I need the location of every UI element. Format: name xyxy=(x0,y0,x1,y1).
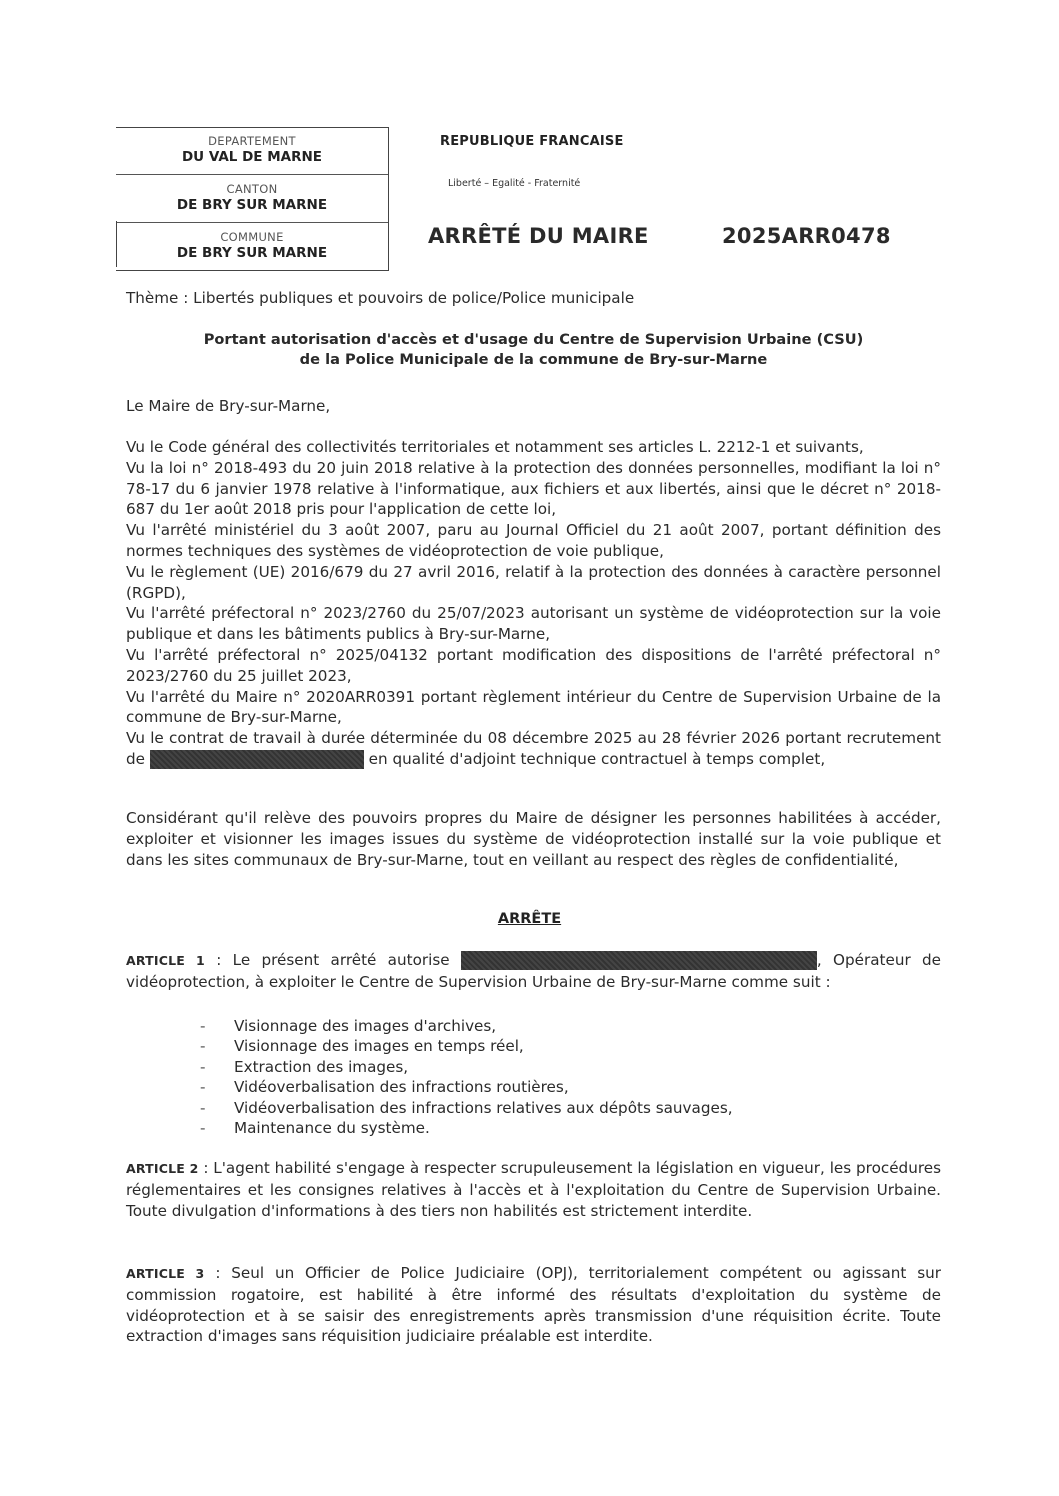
list-item xyxy=(200,1016,733,1036)
article-1 xyxy=(126,950,941,993)
departement-label: DEPARTEMENT xyxy=(208,134,296,148)
canton-value: DE BRY SUR MARNE xyxy=(176,197,328,213)
visa-item: Vu l'arrêté du Maire n° 2020ARR0391 portant règlement intérieur du Centre de Supervision Urbaine de la commune de Bry-sur-Marne, xyxy=(126,687,941,727)
article-3-label: ARTICLE 3 xyxy=(126,1266,205,1281)
list-item-text: Vidéoverbalisation des infractions relatives aux dépôts sauvages, xyxy=(234,1098,733,1117)
departement-cell xyxy=(116,127,388,175)
list-item xyxy=(200,1057,733,1077)
redacted-name xyxy=(150,750,364,769)
article-3 xyxy=(126,1263,941,1347)
commune-cell xyxy=(116,223,388,270)
administrative-header-box xyxy=(116,127,389,271)
box-top-border xyxy=(116,127,388,128)
national-motto: Liberté – Egalité - Fraternité xyxy=(448,178,581,189)
box-left-border xyxy=(116,221,117,267)
article-2-label: ARTICLE 2 xyxy=(126,1161,199,1176)
article-2-text: : L'agent habilité s'engage à respecter scrupuleusement la législation en vigueur, les procédures réglementaires et les consignes relatives à l'accès et à l'exploitation du Centre de Supervision Urbaine. Toute divulgation d'informations à des tiers non habilités est strictement interdite. xyxy=(126,1159,941,1220)
article-3-text: : Seul un Officier de Police Judiciaire (OPJ), territorialement compétent ou agissant sur commission rogatoire, est habilité à être informé des résultats d'exploitation du système de vidéoprotection et à se saisir des enregistrements après transmission d'une réquisition écrite. Toute extraction d'images sans réquisition judiciaire préalable est interdite. xyxy=(126,1264,941,1346)
subject-line-2: de la Police Municipale de la commune de Bry-sur-Marne xyxy=(299,351,768,368)
subject-line-1: Portant autorisation d'accès et d'usage du Centre de Supervision Urbaine (CSU) xyxy=(203,331,864,348)
article-1-label: ARTICLE 1 xyxy=(126,953,205,968)
list-item-text: Visionnage des images en temps réel, xyxy=(234,1037,524,1056)
maire-line: Le Maire de Bry-sur-Marne, xyxy=(126,397,331,415)
arrete-heading: ARRÊTE xyxy=(497,911,562,927)
considerant-paragraph: Considérant qu'il relève des pouvoirs propres du Maire de désigner les personnes habilitées à accéder, exploiter et visionner les images issues du système de vidéoprotection installé sur la voie publique et dans les sites communaux de Bry-sur-Marne, tout en veillant au respect des règles de confidentialité, xyxy=(126,809,941,869)
visa-item: Vu l'arrêté ministériel du 3 août 2007, paru au Journal Officiel du 21 août 2007, portant définition des normes techniques des systèmes de vidéoprotection de voie publique, xyxy=(126,521,941,560)
list-item xyxy=(200,1118,733,1138)
commune-label: COMMUNE xyxy=(220,230,284,244)
list-item-text: Visionnage des images d'archives, xyxy=(234,1017,497,1035)
article-1-text-before: : Le présent arrêté autorise xyxy=(204,951,450,969)
subject-heading xyxy=(126,330,941,370)
visa-contrat-after: en qualité d'adjoint technique contractuel à temps complet, xyxy=(368,749,826,768)
list-item xyxy=(200,1036,733,1056)
document-number: 2025ARR0478 xyxy=(722,224,891,248)
canton-cell xyxy=(116,175,388,223)
document-title: ARRÊTÉ DU MAIRE xyxy=(428,224,649,248)
visa-contrat-before: Vu le contrat de travail à durée déterminée du 08 décembre 2025 au 28 février 2026 portant recrutement de xyxy=(126,729,941,768)
list-item-text: Maintenance du système. xyxy=(234,1119,430,1138)
visa-item: Vu la loi n° 2018-493 du 20 juin 2018 relative à la protection des données personnelles, modifiant la loi n° 78-17 du 6 janvier 1978 relative à l'informatique, aux fichiers et aux libertés, ainsi que le décret n° 2018-687 du 1er août 2018 pris pour l'application de cette loi, xyxy=(126,458,941,519)
list-item xyxy=(200,1098,733,1118)
dash-bullet-icon: - xyxy=(200,1017,206,1035)
article-1-list xyxy=(200,1016,733,1138)
visa-contrat xyxy=(126,728,941,770)
theme-line: Thème : Libertés publiques et pouvoirs de police/Police municipale xyxy=(126,289,635,307)
article-1-text-after: , Opérateur de vidéoprotection, à exploiter le Centre de Supervision Urbaine de Bry-sur-Marne comme suit : xyxy=(126,951,941,991)
commune-value: DE BRY SUR MARNE xyxy=(176,245,328,261)
dash-bullet-icon: - xyxy=(200,1098,206,1117)
article-2 xyxy=(126,1158,941,1221)
canton-label: CANTON xyxy=(226,182,278,196)
dash-bullet-icon: - xyxy=(200,1078,206,1097)
dash-bullet-icon: - xyxy=(200,1119,206,1138)
visa-item: Vu l'arrêté préfectoral n° 2023/2760 du 25/07/2023 autorisant un système de vidéoprotection sur la voie publique et dans les bâtiments publics à Bry-sur-Marne, xyxy=(126,604,941,644)
visas-section xyxy=(126,437,941,770)
dash-bullet-icon: - xyxy=(200,1057,206,1076)
list-item-text: Vidéoverbalisation des infractions routières, xyxy=(234,1078,569,1097)
list-item xyxy=(200,1077,733,1097)
visa-item: Vu le Code général des collectivités territoriales et notamment ses articles L. 2212-1 et suivants, xyxy=(126,438,864,456)
list-item-text: Extraction des images, xyxy=(234,1057,409,1076)
visa-item: Vu l'arrêté préfectoral n° 2025/04132 portant modification des dispositions de l'arrêté préfectoral n° 2023/2760 du 25 juillet 2023, xyxy=(126,645,941,685)
visa-item: Vu le règlement (UE) 2016/679 du 27 avril 2016, relatif à la protection des données à caractère personnel (RGPD), xyxy=(126,562,941,602)
redacted-name xyxy=(461,951,817,970)
dash-bullet-icon: - xyxy=(200,1037,206,1056)
republique-francaise: REPUBLIQUE FRANCAISE xyxy=(440,134,624,149)
departement-value: DU VAL DE MARNE xyxy=(181,149,323,165)
